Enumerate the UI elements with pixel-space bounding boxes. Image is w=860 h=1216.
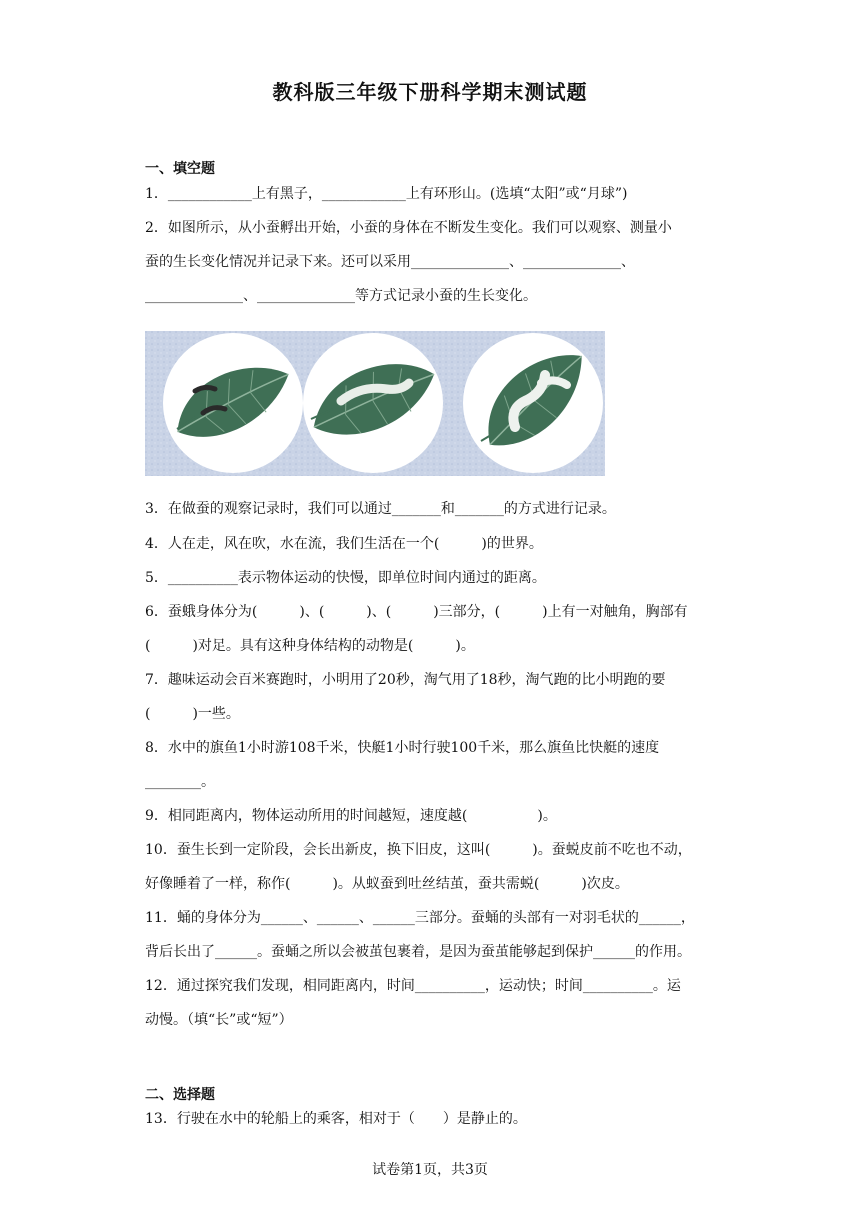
section-heading-choice: 二、选择题 [145, 1087, 215, 1103]
question-13 [145, 1102, 720, 1136]
page-title: 教科版三年级下册科学期末测试题 [272, 80, 588, 104]
question-1 [145, 177, 720, 211]
question-10-line-1: 10．蚕生长到一定阶段，会长出新皮，换下旧皮，这叫( )。蚕蜕皮前不吃也不动， [145, 842, 692, 858]
question-2-line-1: 2．如图所示，从小蚕孵出开始，小蚕的身体在不断发生变化。我们可以观察、测量小 [145, 220, 672, 236]
question-8-line-1: 8．水中的旗鱼1小时游108千米，快艇1小时行驶100千米，那么旗鱼比快艇的速度 [145, 740, 660, 756]
question-10-line-2: 好像睡着了一样，称作( )。从蚁蚕到吐丝结茧，蚕共需蜕( )次皮。 [145, 876, 629, 892]
question-5 [145, 561, 720, 595]
question-8 [145, 731, 720, 799]
section-heading-fill: 一、填空题 [145, 161, 215, 177]
question-5-text: 5．__________表示物体运动的快慢，即单位时间内通过的距离。 [145, 570, 546, 586]
silkworm-on-leaves-image [145, 331, 605, 476]
question-1-text: 1．____________上有黑子，____________上有环形山。(选填“太阳”或“月球”) [145, 186, 628, 202]
question-2 [145, 211, 720, 313]
question-12 [145, 969, 720, 1037]
question-2-line-3: ______________、______________等方式记录小蚕的生长变化。 [145, 288, 537, 304]
question-9 [145, 799, 720, 833]
silkworm-large-2 [541, 380, 567, 385]
question-12-line-1: 12．通过探究我们发现，相同距离内，时间__________，运动快；时间__________。运 [145, 978, 681, 994]
question-12-line-2: 动慢。（填“长”或“短”） [145, 1012, 293, 1028]
question-11-line-1: 11．蛹的身体分为______、______、______三部分。蚕蛹的头部有一对羽毛状的______， [145, 910, 695, 926]
page-footer: 试卷第1页，共3页 [372, 1162, 488, 1178]
question-6 [145, 595, 720, 663]
question-6-line-2: ( )对足。具有这种身体结构的动物是( )。 [145, 638, 475, 654]
question-3-text: 3．在做蚕的观察记录时，我们可以通过_______和_______的方式进行记录。 [145, 501, 616, 517]
question-11 [145, 901, 720, 969]
question-7-line-1: 7．趣味运动会百米赛跑时，小明用了20秒，淘气用了18秒，淘气跑的比小明跑的要 [145, 672, 666, 688]
question-7-line-2: ( )一些。 [145, 706, 240, 722]
question-4 [145, 527, 720, 561]
question-6-line-1: 6．蚕蛾身体分为( )、( )、( )三部分，( )上有一对触角，胸部有 [145, 604, 688, 620]
question-9-text: 9．相同距离内，物体运动所用的时间越短，速度越( )。 [145, 808, 557, 824]
question-2-line-2: 蚕的生长变化情况并记录下来。还可以采用______________、______________、 [145, 254, 635, 270]
question-11-line-2: 背后长出了______。蚕蛹之所以会被茧包裹着，是因为蚕茧能够起到保护______的作用。 [145, 944, 691, 960]
question-7 [145, 663, 720, 731]
question-10 [145, 833, 720, 901]
question-13-text: 13．行驶在水中的轮船上的乘客，相对于（ ）是静止的。 [145, 1111, 527, 1127]
silkworm-illustration [145, 331, 605, 476]
question-3 [145, 492, 720, 526]
question-4-text: 4．人在走，风在吹，水在流，我们生活在一个( )的世界。 [145, 536, 543, 552]
question-8-line-2: ________。 [145, 774, 215, 790]
